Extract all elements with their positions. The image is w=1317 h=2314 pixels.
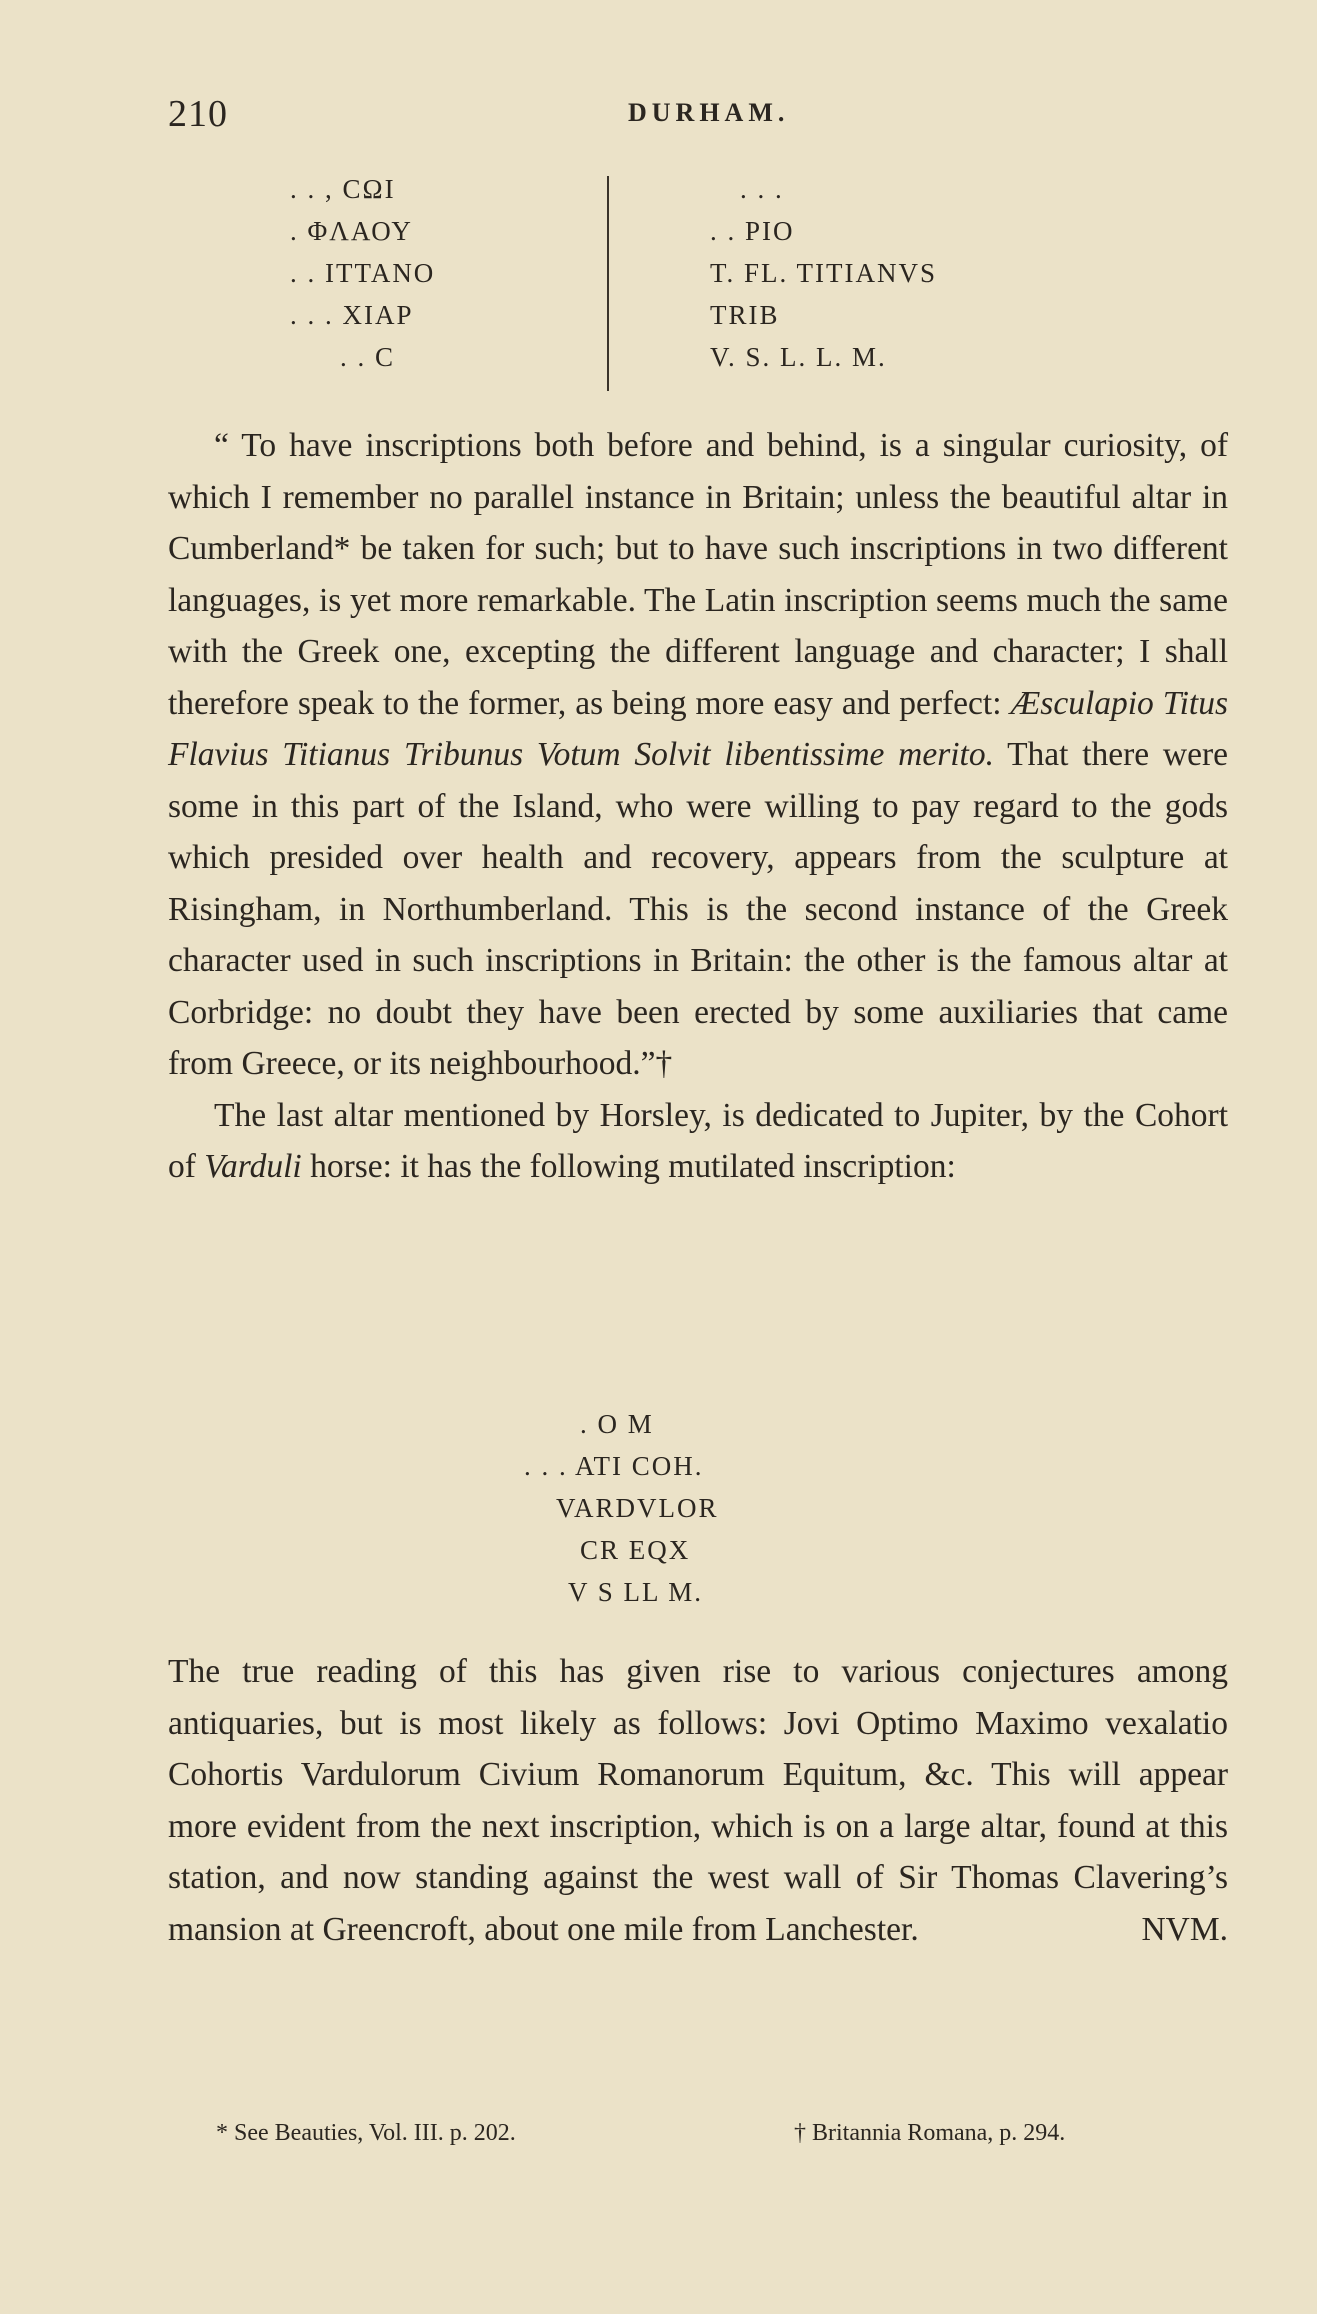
page-number: 210: [168, 93, 228, 135]
text-run: horse: it has the following mutilated inscription:: [301, 1148, 956, 1185]
inscription-line: . . PIO: [710, 216, 795, 246]
main-text-continued: [168, 1646, 1228, 1955]
signature-mark: NVM.: [1141, 1910, 1228, 1948]
text-run: This will appear more evident from the next inscription, which is on a large altar, found at this station, and now standing against the west wall of Sir Thomas Clavering’s mansion at Greencroft, about one mile from Lanchester.: [168, 1756, 1228, 1948]
inscription-line: V S LL M.: [568, 1577, 704, 1607]
italic-run: &c.: [906, 1756, 974, 1793]
text-run: “ To have inscriptions both before and behind, is a singular curiosity, of which I remember no parallel instance in Britain; unless the beautiful altar in Cumberland* be taken for such; but to have such inscriptions in two different languages, is yet more remarkable. The Latin inscription seems much the same with the Greek one, excepting the different language and character; I shall therefore speak to the former, as being more easy and perfect:: [168, 427, 1228, 722]
inscription-line: . . .: [740, 174, 784, 204]
text-run: The last altar mentioned by Horsley, is dedicated to Jupiter, by the Cohort of: [168, 1096, 1228, 1185]
greek-inscription: [290, 168, 570, 378]
inscription-line: V. S. L. L. M.: [710, 342, 887, 372]
page-header: [168, 92, 1228, 135]
latin-inscription: [710, 168, 1040, 378]
inscription-line: . O M: [580, 1409, 654, 1439]
inscription-line: CR EQX: [580, 1535, 691, 1565]
inscription-line: TRIB: [710, 300, 780, 330]
inscription-divider: [607, 176, 609, 391]
italic-run: Varduli: [204, 1148, 302, 1185]
inscription-line: VARDVLOR: [556, 1493, 719, 1523]
paragraph-conjectures: [168, 1646, 1228, 1955]
main-text: [168, 420, 1228, 1193]
text-run: The true reading of this has given rise to various conjectures among antiquaries, but is most likely as follows:: [168, 1653, 1228, 1742]
inscription-line: . . . ΧIAP: [290, 300, 414, 330]
inscription-line: . ΦΛΑΟΥ: [290, 216, 413, 246]
inscription-line: . . . ATI COH.: [524, 1451, 704, 1481]
inscription-line: . . , CΩI: [290, 174, 396, 204]
paragraph-horsley: [168, 1090, 1228, 1193]
inscription-line: . . ITTANO: [290, 258, 436, 288]
jupiter-inscription: [524, 1403, 840, 1613]
footnote-britannia: † Britannia Romana, p. 294.: [794, 2120, 1066, 2146]
inscription-block: [290, 168, 1050, 388]
text-run: That there were some in this part of the Island, who were willing to pay regard to the gods which presided over health and recovery, appears from the sculpture at Risingham, in Northumberland. This is the second instance of the Greek character used in such inscriptions in Britain: the other is the famous altar at Corbridge: no doubt they have been erected by some auxiliaries that came from Greece, or its neighbourhood.”†: [168, 736, 1228, 1082]
italic-run: Æsculapio Titus Flavius Titianus Tribunus Votum Solvit libentissime merito.: [168, 684, 1228, 773]
inscription-line: . . C: [340, 342, 396, 372]
footnote-beauties: * See Beauties, Vol. III. p. 202.: [216, 2120, 516, 2146]
running-head: DURHAM.: [628, 98, 790, 127]
inscription-line: T. FL. TITIANVS: [710, 258, 937, 288]
italic-run: Jovi Optimo Maximo vexalatio Cohortis Vardulorum Civium Romanorum Equitum,: [168, 1704, 1228, 1793]
paragraph-quote: [168, 420, 1228, 1090]
